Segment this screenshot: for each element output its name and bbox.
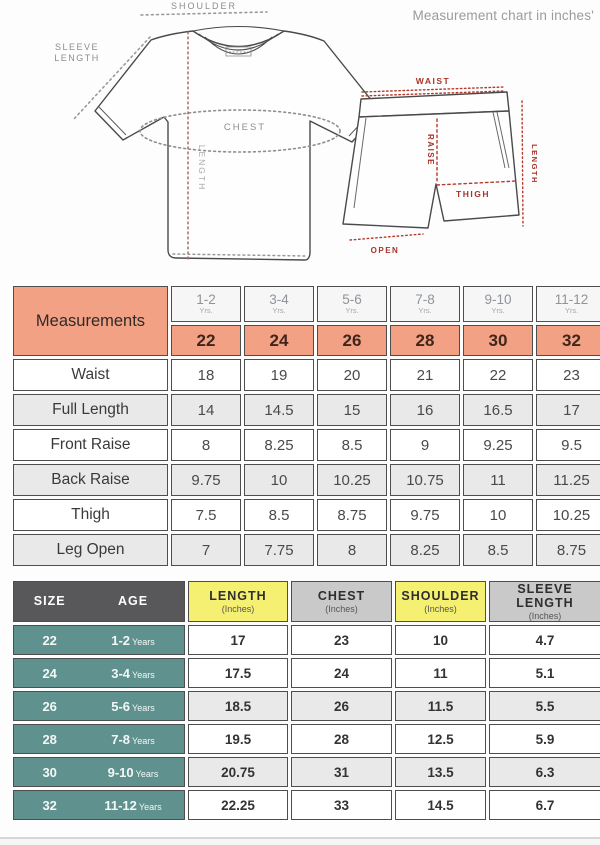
age-unit: Yrs. <box>199 306 213 316</box>
measure-value: 14.5 <box>244 394 314 426</box>
shirt-sleeve-length-label-line2: LENGTH <box>54 53 100 63</box>
size-header-cell: 26 <box>317 325 387 356</box>
size-age-table <box>10 578 600 823</box>
shorts-length-label: LENGTH <box>530 144 539 184</box>
measure-value: 10.75 <box>390 464 460 496</box>
shirt-chest-label: CHEST <box>223 122 267 133</box>
shirt-length-label: LENGTH <box>197 144 207 192</box>
shirt-sleeve-length-label-line1: SLEEVE <box>54 42 100 52</box>
measure-value: 14 <box>171 394 241 426</box>
table-row-front-raise <box>13 429 600 461</box>
measure-value: 11.25 <box>536 464 600 496</box>
size-header-cell: 24 <box>244 325 314 356</box>
size-age-cell <box>13 790 185 820</box>
shoulder-header <box>395 581 486 622</box>
age-column-header <box>244 286 314 322</box>
table-row-waist <box>13 359 600 391</box>
age-range: 7-8 <box>415 291 435 307</box>
length-value: 17.5 <box>188 658 288 688</box>
measure-value: 15 <box>317 394 387 426</box>
size-row-30 <box>13 757 600 787</box>
measure-value: 23 <box>536 359 600 391</box>
measure-value: 8.5 <box>244 499 314 531</box>
shorts-length-measure-line <box>522 101 523 226</box>
unit-label: (Inches) <box>221 603 255 614</box>
sleeve-value: 5.9 <box>489 724 600 754</box>
tshirt-outline <box>95 31 380 260</box>
age-column-header <box>536 286 600 322</box>
shirt-shoulder-label: SHOULDER <box>170 1 238 11</box>
age-range: 11-12 <box>554 291 589 307</box>
measure-value: 8 <box>171 429 241 461</box>
shoulder-value: 11.5 <box>395 691 486 721</box>
measure-value: 8 <box>317 534 387 566</box>
row-label: Full Length <box>13 394 168 426</box>
measure-value: 9.5 <box>536 429 600 461</box>
sleeve-length-header <box>489 581 600 622</box>
age-suffix: Years <box>135 768 159 779</box>
unit-label: (Inches) <box>325 603 358 614</box>
length-value: 18.5 <box>188 691 288 721</box>
size-age-cell <box>13 757 185 787</box>
shoulder-value: 13.5 <box>395 757 486 787</box>
measure-value: 17 <box>536 394 600 426</box>
size-value: 30 <box>42 764 57 780</box>
size-row-32 <box>13 790 600 820</box>
age-column-header <box>171 286 241 322</box>
chest-value: 26 <box>291 691 392 721</box>
chest-value: 33 <box>291 790 392 820</box>
shorts-raise-label: RAISE <box>426 134 435 166</box>
size-age-cell <box>13 658 185 688</box>
age-unit: Yrs. <box>272 306 286 316</box>
size-value: 24 <box>42 665 57 681</box>
shoulder-measure-line <box>141 12 267 15</box>
measure-value: 16 <box>390 394 460 426</box>
measure-value: 8.5 <box>463 534 533 566</box>
shoulder-header-label: SHOULDER <box>401 589 480 604</box>
age-column-header <box>317 286 387 322</box>
age-value: 11-12 <box>104 797 137 813</box>
sleeve-value: 6.3 <box>489 757 600 787</box>
table-row-back-raise <box>13 464 600 496</box>
row-label: Front Raise <box>13 429 168 461</box>
size-header-cell: 32 <box>536 325 600 356</box>
table-row-full-length <box>13 394 600 426</box>
size-age-cell <box>13 625 185 655</box>
garment-diagram <box>0 0 600 282</box>
measure-value: 8.75 <box>536 534 600 566</box>
age-suffix: Years <box>132 735 155 746</box>
size-age-cell <box>13 691 185 721</box>
length-header-label: LENGTH <box>209 589 267 604</box>
measure-value: 7.5 <box>171 499 241 531</box>
age-suffix: Years <box>138 801 162 812</box>
size-header-cell: 28 <box>390 325 460 356</box>
measure-value: 20 <box>317 359 387 391</box>
measure-value: 10 <box>463 499 533 531</box>
age-range: 1-2 <box>196 291 216 307</box>
size-row-22 <box>13 625 600 655</box>
table-row-leg-open <box>13 534 600 566</box>
measure-value: 8.25 <box>390 534 460 566</box>
measure-value: 9.75 <box>390 499 460 531</box>
size-value: 28 <box>42 731 57 747</box>
age-value: 7-8 <box>111 731 131 747</box>
shorts-open-label: OPEN <box>370 246 400 255</box>
measure-value: 16.5 <box>463 394 533 426</box>
measure-value: 19 <box>244 359 314 391</box>
size-value: 22 <box>42 632 57 648</box>
table-row-thigh <box>13 499 600 531</box>
chest-header-label: CHEST <box>317 589 366 604</box>
age-unit: Yrs. <box>345 306 359 316</box>
age-value: 9-10 <box>107 764 134 780</box>
age-suffix: Years <box>132 669 155 680</box>
age-suffix: Years <box>132 636 155 647</box>
age-suffix: Years <box>132 702 155 713</box>
measurements-table <box>10 283 600 569</box>
size-value: 26 <box>42 698 57 714</box>
sleeve-value: 5.5 <box>489 691 600 721</box>
chest-value: 24 <box>291 658 392 688</box>
sleeve-value: 5.1 <box>489 658 600 688</box>
shoulder-value: 10 <box>395 625 486 655</box>
age-unit: Yrs. <box>418 306 432 316</box>
age-unit: Yrs. <box>564 306 579 316</box>
shorts-thigh-label: THIGH <box>456 189 490 199</box>
size-row-26 <box>13 691 600 721</box>
measure-value: 8.25 <box>244 429 314 461</box>
row-label: Thigh <box>13 499 168 531</box>
chest-value: 23 <box>291 625 392 655</box>
unit-label: (Inches) <box>528 610 562 621</box>
measurements-corner-header: Measurements <box>13 286 168 356</box>
length-value: 19.5 <box>188 724 288 754</box>
age-value: 1-2 <box>111 632 131 648</box>
measure-value: 10.25 <box>317 464 387 496</box>
measure-value: 9.75 <box>171 464 241 496</box>
sleeve-value: 4.7 <box>489 625 600 655</box>
size-header-cell: 30 <box>463 325 533 356</box>
measure-value: 21 <box>390 359 460 391</box>
size-age-header <box>13 581 185 622</box>
shoulder-value: 12.5 <box>395 724 486 754</box>
shoulder-value: 11 <box>395 658 486 688</box>
sleeve-length-header-label: SLEEVE LENGTH <box>516 582 574 611</box>
size-row-24 <box>13 658 600 688</box>
measure-value: 10 <box>244 464 314 496</box>
measure-value: 10.25 <box>536 499 600 531</box>
age-header-label: AGE <box>117 594 149 609</box>
measure-value: 18 <box>171 359 241 391</box>
age-value: 3-4 <box>111 665 131 681</box>
age-header-row <box>13 286 600 322</box>
row-label: Leg Open <box>13 534 168 566</box>
shorts-outline <box>343 111 519 228</box>
sleeve-value: 6.7 <box>489 790 600 820</box>
measure-value: 7 <box>171 534 241 566</box>
chest-header <box>291 581 392 622</box>
measure-value: 9 <box>390 429 460 461</box>
measure-value: 9.25 <box>463 429 533 461</box>
size-header-label: SIZE <box>33 594 66 609</box>
measure-value: 8.5 <box>317 429 387 461</box>
unit-label: (Inches) <box>424 603 457 614</box>
bottom-divider <box>0 837 600 845</box>
length-header <box>188 581 288 622</box>
size-age-cell <box>13 724 185 754</box>
measure-value: 11 <box>463 464 533 496</box>
leg-open-measure-line <box>350 234 423 240</box>
age-value: 5-6 <box>111 698 131 714</box>
age-range: 5-6 <box>342 291 362 307</box>
length-value: 17 <box>188 625 288 655</box>
measure-value: 8.75 <box>317 499 387 531</box>
shorts-waist-label: WAIST <box>415 76 451 86</box>
length-value: 22.25 <box>188 790 288 820</box>
size-table-header-row <box>13 581 600 622</box>
measure-value: 7.75 <box>244 534 314 566</box>
size-header-cell: 22 <box>171 325 241 356</box>
shoulder-value: 14.5 <box>395 790 486 820</box>
size-row-28 <box>13 724 600 754</box>
size-value: 32 <box>42 797 57 813</box>
age-range: 3-4 <box>269 291 289 307</box>
chart-units-note: Measurement chart in inches' <box>412 8 594 23</box>
chest-value: 31 <box>291 757 392 787</box>
chest-value: 28 <box>291 724 392 754</box>
age-column-header <box>463 286 533 322</box>
age-range: 9-10 <box>484 291 512 307</box>
measure-value: 22 <box>463 359 533 391</box>
age-unit: Yrs. <box>491 306 505 316</box>
row-label: Back Raise <box>13 464 168 496</box>
row-label: Waist <box>13 359 168 391</box>
age-column-header <box>390 286 460 322</box>
length-value: 20.75 <box>188 757 288 787</box>
